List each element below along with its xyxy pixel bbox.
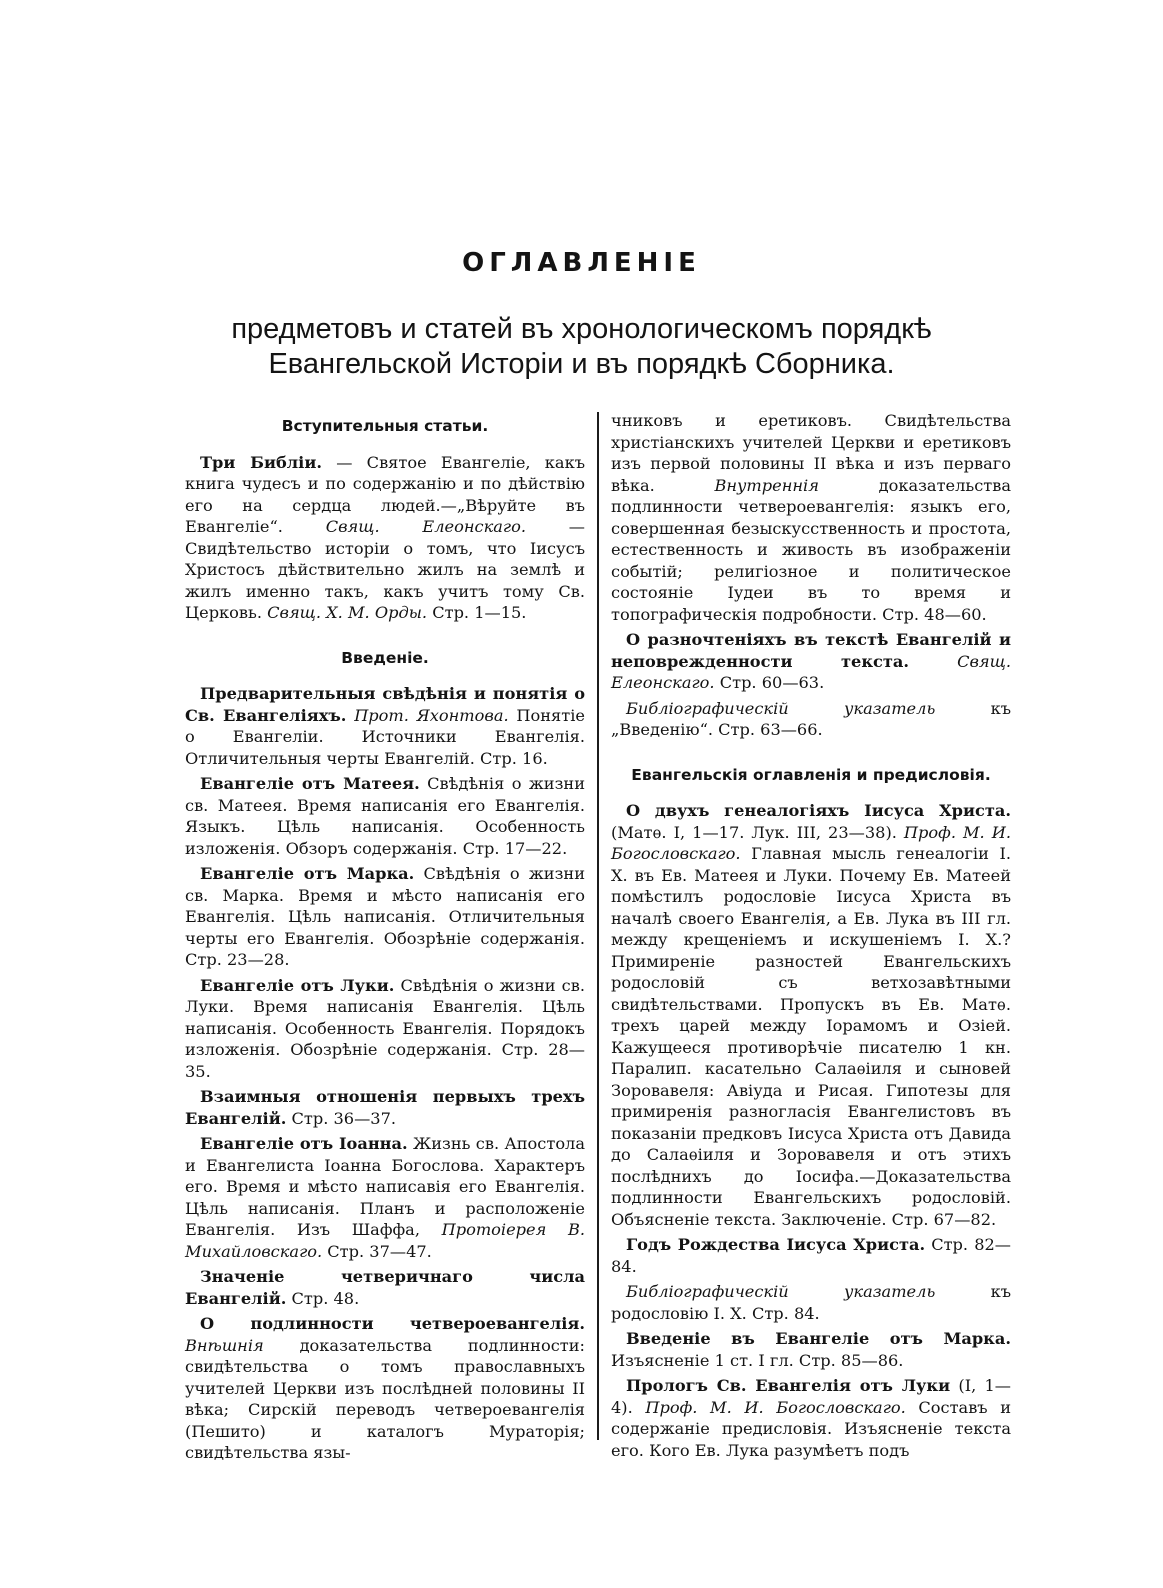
toc-entry-bibliography-genealogy: Библіографическій указатель къ родословію І. Х. Стр. 84. [611,1282,1011,1323]
toc-entry-matthew: Евангеліе отъ Матеея. Свѣдѣнія о жизни св. Матеея. Время написанія его Евангелія. Языкъ. Цѣль написанія. Особенность изложенія. Обзоръ содержанія. Стр. 17—22. [185,774,585,858]
toc-entry-luke: Евангеліе отъ Луки. Свѣдѣнія о жизни св. Луки. Время написанія Евангелія. Цѣль написанія. Особенность Евангелія. Порядокъ изложенія. Обозрѣніе содержанія. Стр. 28—35. [185,975,585,1081]
toc-entry-mark-intro: Введеніе въ Евангеліе отъ Марка. Изъясненіе 1 ст. I гл. Стр. 85—86. [611,1329,1011,1370]
left-column [185,410,585,1468]
toc-entry-bibliography-intro: Библіографическій указатель къ „Введенію“. Стр. 63—66. [611,698,1011,739]
toc-entry-fourfold: Значеніе четверичнаго числа Евангелій. Стр. 48. [185,1267,585,1308]
toc-entry-nativity-year: Годъ Рождества Іисуса Христа. Стр. 82—84. [611,1235,1011,1276]
column-divider [597,412,599,1440]
toc-entry-genealogies: О двухъ генеалогіяхъ Іисуса Христа. (Матѳ. I, 1—17. Лук. III, 23—38). Проф. М. И. Богословскаго. Главная мысль генеалогіи І. Х. въ Ев. Матеея и Луки. Почему Ев. Матеей помѣстилъ родословіе Іисуса Христа въ началѣ своего Евангелія, а Ев. Лука въ III гл. между крещеніемъ и искушеніемъ І. Х.? Примиреніе разностей Евангельскихъ родословій съ ветхозавѣтными свидѣтельствами. Пропускъ въ Ев. Матѳ. трехъ царей между Іорамомъ и Озіей. Кажущееся противорѣчіе писателю 1 кн. Паралип. касательно Салаѳіиля и сыновей Зоровавеля: Авіуда и Рисая. Гипотезы для примиренія разногласія Евангелистовъ въ показаніи предковъ Іисуса Христа отъ Давида до Салаѳіиля и Зоровавеля и отъ этихъ послѣднихъ до Іосифа.—Доказательства подлинности Евангельскихъ родословій. Объясненіе текста. Заключеніе. Стр. 67—82. [611,801,1011,1229]
toc-entry-luke-prologue: Прологъ Св. Евангелія отъ Луки (I, 1—4). Проф. М. И. Богословскаго. Составъ и содержаніе предисловія. Изъясненіе текста его. Кого Ев. Лука разумѣетъ подъ [611,1376,1011,1460]
section-heading-introductory: Вступительныя статьи. [281,417,489,435]
subtitle-line-2: Евангельской Исторіи и въ порядкѣ Сборника. [268,348,895,380]
toc-entry-authenticity: О подлинности четвероевангелія. Внѣшнія доказательства подлинности: свидѣтельства о томъ православныхъ учителей Церкви изъ послѣдней половины II вѣка; Сирскій переводъ четвероевангелія (Пешито) и каталогъ Мураторія; свидѣтельства язы- [185,1314,585,1462]
page-subtitle [0,312,1163,382]
subtitle-line-1: предметовъ и статей въ хронологическомъ порядкѣ [231,313,932,345]
section-heading-introduction: Введеніе. [341,648,429,667]
toc-entry-preliminary: Предварительныя свѣдѣнія и понятія о Св. Евангеліяхъ. Прот. Яхонтова. Понятіе о Евангеліи. Источники Евангелія. Отличительныя черты Евангелій. Стр. 16. [185,684,585,768]
page-title: ОГЛАВЛЕНІЕ [462,248,701,278]
toc-entry-john: Евангеліе отъ Іоанна. Жизнь св. Апостола и Евангелиста Іоанна Богослова. Характеръ его. Время и мѣсто написавія его Евангелія. Цѣль написанія. Планъ и расположеніе Евангелія. Изъ Шаффа, Протоіерея В. Михайловскаго. Стр. 37—47. [185,1134,585,1261]
toc-entry-three-bibles: Три Библіи. — Святое Евангеліе, какъ книга чудесъ и по содержанію и по дѣйствію его на сердца людей.—„Вѣруйте въ Евангеліе“. Свящ. Елеонскаго. — Свидѣтельство исторіи о томъ, что Іисусъ Христосъ дѣйствительно жилъ на землѣ и жилъ именно такъ, какъ учитъ тому Св. Церковь. Свящ. Х. М. Орды. Стр. 1—15. [185,452,585,622]
section-heading-gospel-prefaces: Евангельскія оглавленія и предисловія. [631,765,991,784]
toc-entry-authenticity-continued: чниковъ и еретиковъ. Свидѣтельства христіанскихъ учителей Церкви и еретиковъ изъ первой половины II вѣка и изъ перваго вѣка. Внутреннія доказательства подлинности четвероевангелія: языкъ его, совершенная безыскусственность и простота, естественность и живость въ изображеніи событій; религіозное и политическое состояніе Іудеи въ то время и топографическія подробности. Стр. 48—60. [611,411,1011,624]
toc-entry-mark: Евангеліе отъ Марка. Свѣдѣнія о жизни св. Марка. Время и мѣсто написанія его Евангелія. Цѣль написанія. Отличительныя черты его Евангелія. Обозрѣніе содержанія. Стр. 23—28. [185,864,586,969]
toc-entry-variants: О разночтеніяхъ въ текстѣ Евангелій и неповрежденности текста. Свящ. Елеонскаго. Стр. 60—63. [611,630,1011,692]
toc-entry-relations: Взаимныя отношенія первыхъ трехъ Евангелій. Стр. 36—37. [185,1087,585,1128]
right-column [611,410,1011,1465]
